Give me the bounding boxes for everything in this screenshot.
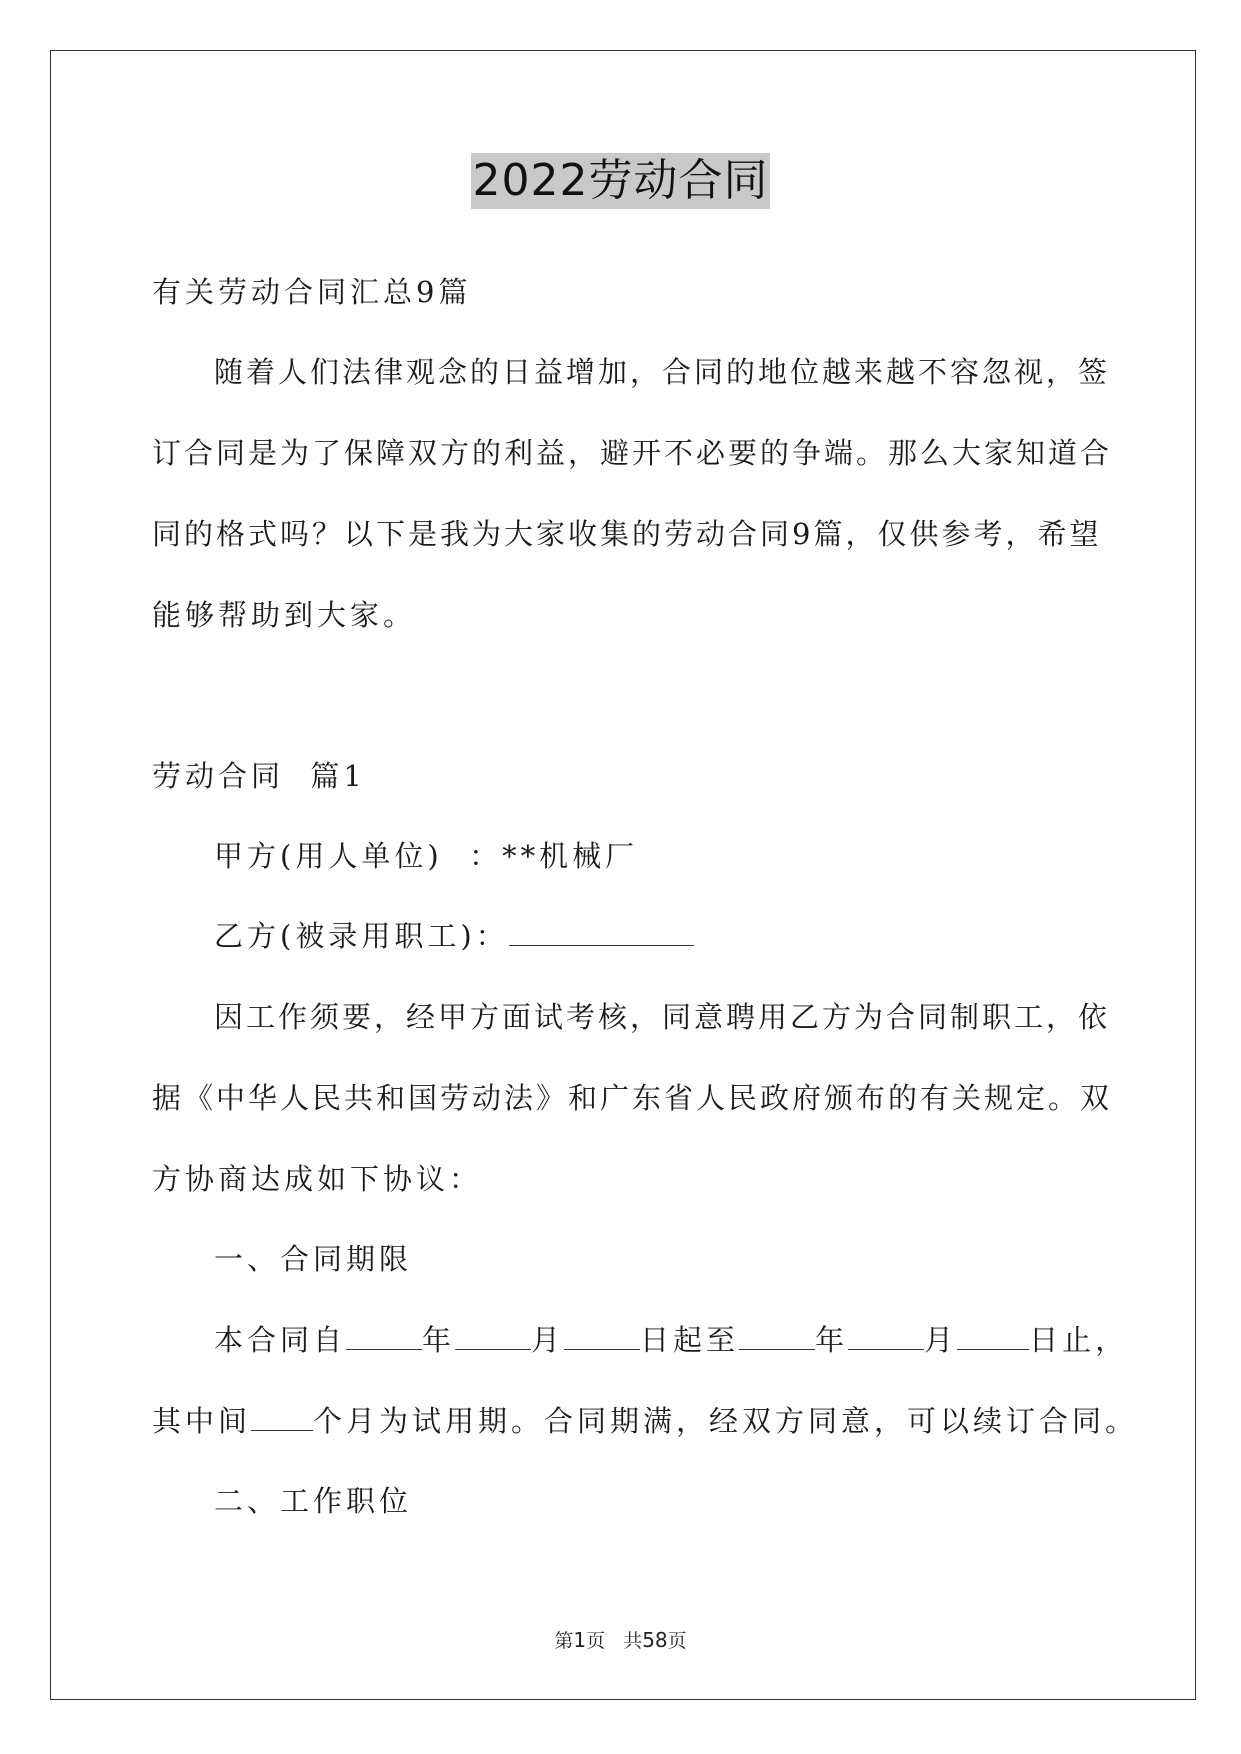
clause1-heading: 一、合同期限 xyxy=(214,1242,413,1276)
page-footer xyxy=(0,1628,1241,1653)
total-pages-number: 58 xyxy=(642,1628,668,1652)
start-day-blank xyxy=(564,1323,640,1350)
probation-text-2: 个月为试用期。合同期满，经双方同意，可以续订合同。 xyxy=(313,1404,1139,1438)
term-text-2: 年 xyxy=(422,1323,456,1357)
start-month-blank xyxy=(455,1323,531,1350)
probation-line xyxy=(152,1401,1138,1441)
party-b-blank xyxy=(509,919,694,946)
agreement-line-3: 方协商达成如下协议： xyxy=(152,1162,483,1196)
intro-paragraph-line-3: 同的格式吗？以下是我为大家收集的劳动合同9篇，仅供参考，希望 xyxy=(152,517,1102,551)
term-text-1: 本合同自 xyxy=(214,1323,347,1357)
agreement-line-1: 因工作须要，经甲方面试考核，同意聘用乙方为合同制职工，依 xyxy=(214,1000,1111,1034)
term-text-6: 月 xyxy=(924,1323,958,1357)
footer-prefix: 第 xyxy=(554,1630,574,1652)
end-year-blank xyxy=(739,1323,815,1350)
intro-paragraph-line-2: 订合同是为了保障双方的利益，避开不必要的争端。那么大家知道合 xyxy=(152,436,1113,470)
document-title: 2022劳动合同 xyxy=(471,153,771,209)
title-container xyxy=(0,153,1241,209)
section-heading: 劳动合同 篇1 xyxy=(152,759,366,793)
probation-text-1: 其中间 xyxy=(152,1404,252,1438)
term-text-4: 日起至 xyxy=(640,1323,740,1357)
party-a-line: 甲方(用人单位) ：**机械厂 xyxy=(214,839,639,873)
party-b-line xyxy=(214,916,694,956)
footer-suffix: 页 xyxy=(667,1630,687,1652)
intro-paragraph-line-4: 能够帮助到大家。 xyxy=(152,598,417,632)
clause2-heading: 二、工作职位 xyxy=(214,1484,413,1518)
current-page-number: 1 xyxy=(573,1628,587,1652)
footer-middle: 页 共 xyxy=(586,1630,643,1652)
agreement-line-2: 据《中华人民共和国劳动法》和广东省人民政府颁布的有关规定。双 xyxy=(152,1081,1113,1115)
intro-heading: 有关劳动合同汇总9篇 xyxy=(152,275,472,309)
end-month-blank xyxy=(848,1323,924,1350)
term-text-7: 日止， xyxy=(1029,1323,1129,1357)
probation-months-blank xyxy=(251,1404,313,1431)
term-text-5: 年 xyxy=(815,1323,849,1357)
term-line xyxy=(214,1320,1128,1360)
end-day-blank xyxy=(957,1323,1029,1350)
intro-paragraph-line-1: 随着人们法律观念的日益增加，合同的地位越来越不容忽视，签 xyxy=(214,355,1111,389)
term-text-3: 月 xyxy=(531,1323,565,1357)
start-year-blank xyxy=(346,1323,422,1350)
party-b-label: 乙方(被录用职工)： xyxy=(214,919,509,953)
